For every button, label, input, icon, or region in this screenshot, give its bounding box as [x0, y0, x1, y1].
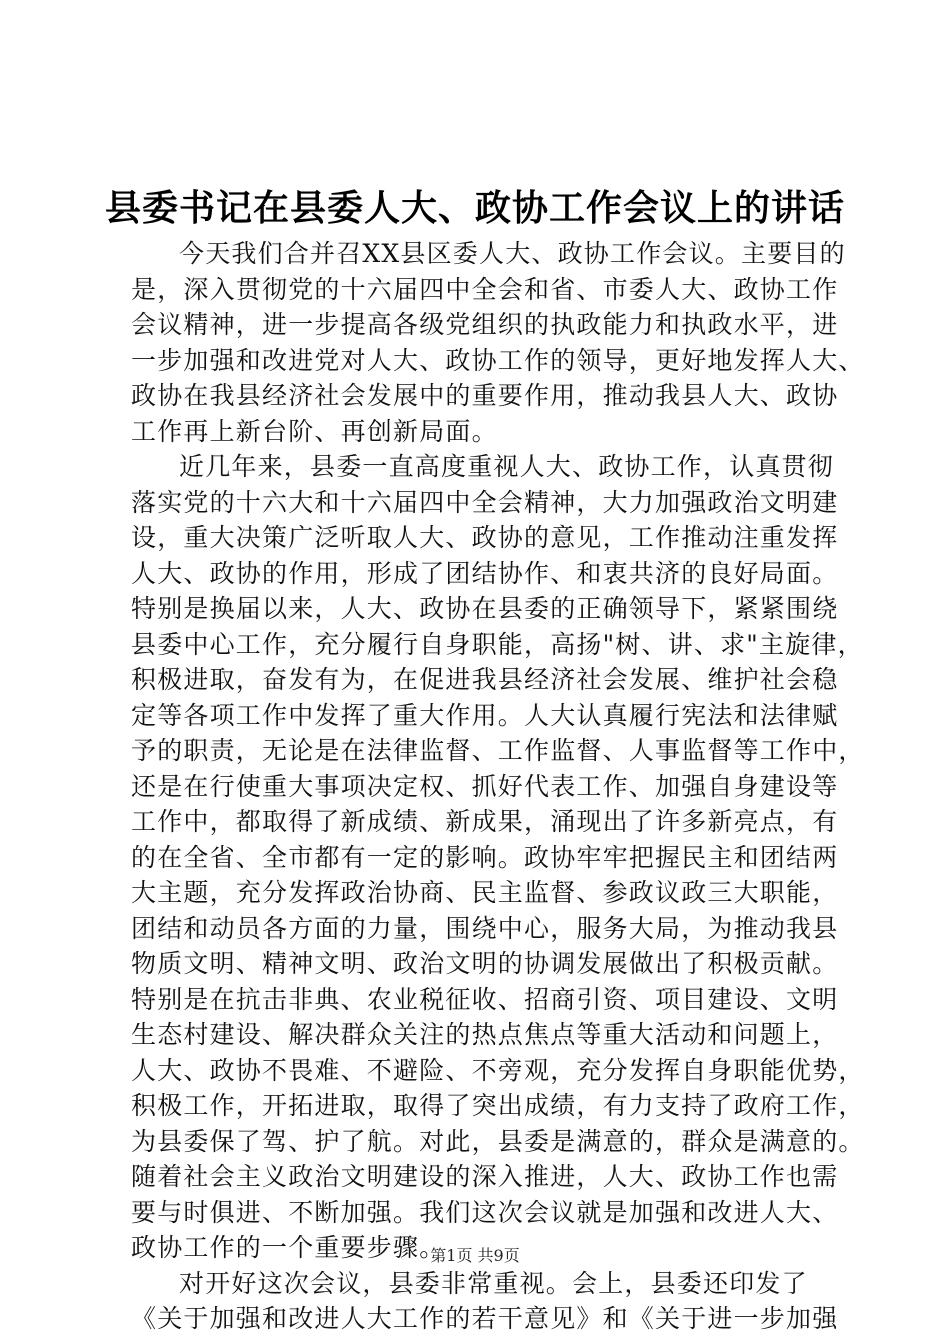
paragraph-line: 定等各项工作中发挥了重大作用。人大认真履行宪法和法律赋 — [131, 700, 839, 730]
paragraph-line: 为县委保了驾、护了航。对此，县委是满意的，群众是满意的。 — [131, 1126, 865, 1156]
paragraph-line: 物质文明、精神文明、政治文明的协调发展做出了积极贡献。 — [131, 949, 839, 978]
paragraph-line: 工作中，都取得了新成绩、新成果，涌现出了许多新亮点，有 — [131, 807, 839, 836]
paragraph-line: 予的职责，无论是在法律监督、工作监督、人事监督等工作中， — [131, 736, 865, 765]
paragraph-line: 随着社会主义政治文明建设的深入推进，人大、政协工作也需 — [131, 1162, 839, 1191]
paragraph-line: 对开好这次会议，县委非常重视。会上，县委还印发了 — [179, 1268, 808, 1298]
paragraph-line: 今天我们合并召XX县区委人大、政协工作会议。主要目的 — [179, 239, 846, 268]
paragraph-line: 生态村建设、解决群众关注的热点焦点等重大活动和问题上， — [131, 1020, 839, 1049]
paragraph-line: 落实党的十六大和十六届四中全会精神，大力加强政治文明建 — [131, 487, 839, 517]
paragraph-line: 特别是换届以来，人大、政协在县委的正确领导下，紧紧围绕 — [131, 594, 839, 623]
paragraph-line: 要与时俱进、不断加强。我们这次会议就是加强和改进人大、 — [131, 1197, 839, 1227]
paragraph-line: 是，深入贯彻党的十六届四中全会和省、市委人大、政协工作 — [131, 274, 839, 304]
paragraph-line: 政协工作的一个重要步骤。 — [131, 1233, 446, 1262]
paragraph-line: 特别是在抗击非典、农业税征收、招商引资、项目建设、文明 — [131, 984, 839, 1014]
paragraph-line: 大主题，充分发挥政治协商、民主监督、参政议政三大职能， — [131, 878, 839, 907]
page-number-footer: 第1页 共9页 — [430, 1246, 520, 1265]
paragraph-line: 《关于加强和改进人大工作的若干意见》和《关于进一步加强 — [131, 1304, 839, 1333]
document-body — [131, 236, 865, 1337]
paragraph-line: 近几年来，县委一直高度重视人大、政协工作，认真贯彻 — [179, 452, 835, 481]
paragraph-line: 人大、政协的作用，形成了团结协作、和衷共济的良好局面。 — [131, 558, 839, 588]
paragraph-line: 的在全省、全市都有一定的影响。政协牢牢把握民主和团结两 — [131, 842, 839, 872]
paragraph-line: 政协在我县经济社会发展中的重要作用，推动我县人大、政协 — [131, 381, 839, 410]
paragraph-line: 积极进取，奋发有为，在促进我县经济社会发展、维护社会稳 — [131, 665, 839, 694]
paragraph-line: 会议精神，进一步提高各级党组织的执政能力和执政水平，进 — [131, 310, 839, 339]
paragraph-line: 设，重大决策广泛听取人大、政协的意见，工作推动注重发挥 — [131, 523, 839, 552]
paragraph-line: 还是在行使重大事项决定权、抓好代表工作、加强自身建设等 — [131, 771, 839, 801]
paragraph-line: 人大、政协不畏难、不避险、不旁观，充分发挥自身职能优势， — [131, 1055, 865, 1085]
paragraph-line: 积极工作，开拓进取，取得了突出成绩，有力支持了政府工作， — [131, 1091, 865, 1120]
paragraph-line: 县委中心工作，充分履行自身职能，高扬"树、讲、求"主旋律， — [131, 629, 864, 659]
paragraph-line: 工作再上新台阶、再创新局面。 — [131, 416, 498, 446]
paragraph-line: 一步加强和改进党对人大、政协工作的领导，更好地发挥人大、 — [131, 345, 865, 375]
document-title: 县委书记在县委人大、政协工作会议上的讲话 — [104, 188, 845, 229]
paragraph-line: 团结和动员各方面的力量，围绕中心，服务大局，为推动我县 — [131, 913, 839, 943]
